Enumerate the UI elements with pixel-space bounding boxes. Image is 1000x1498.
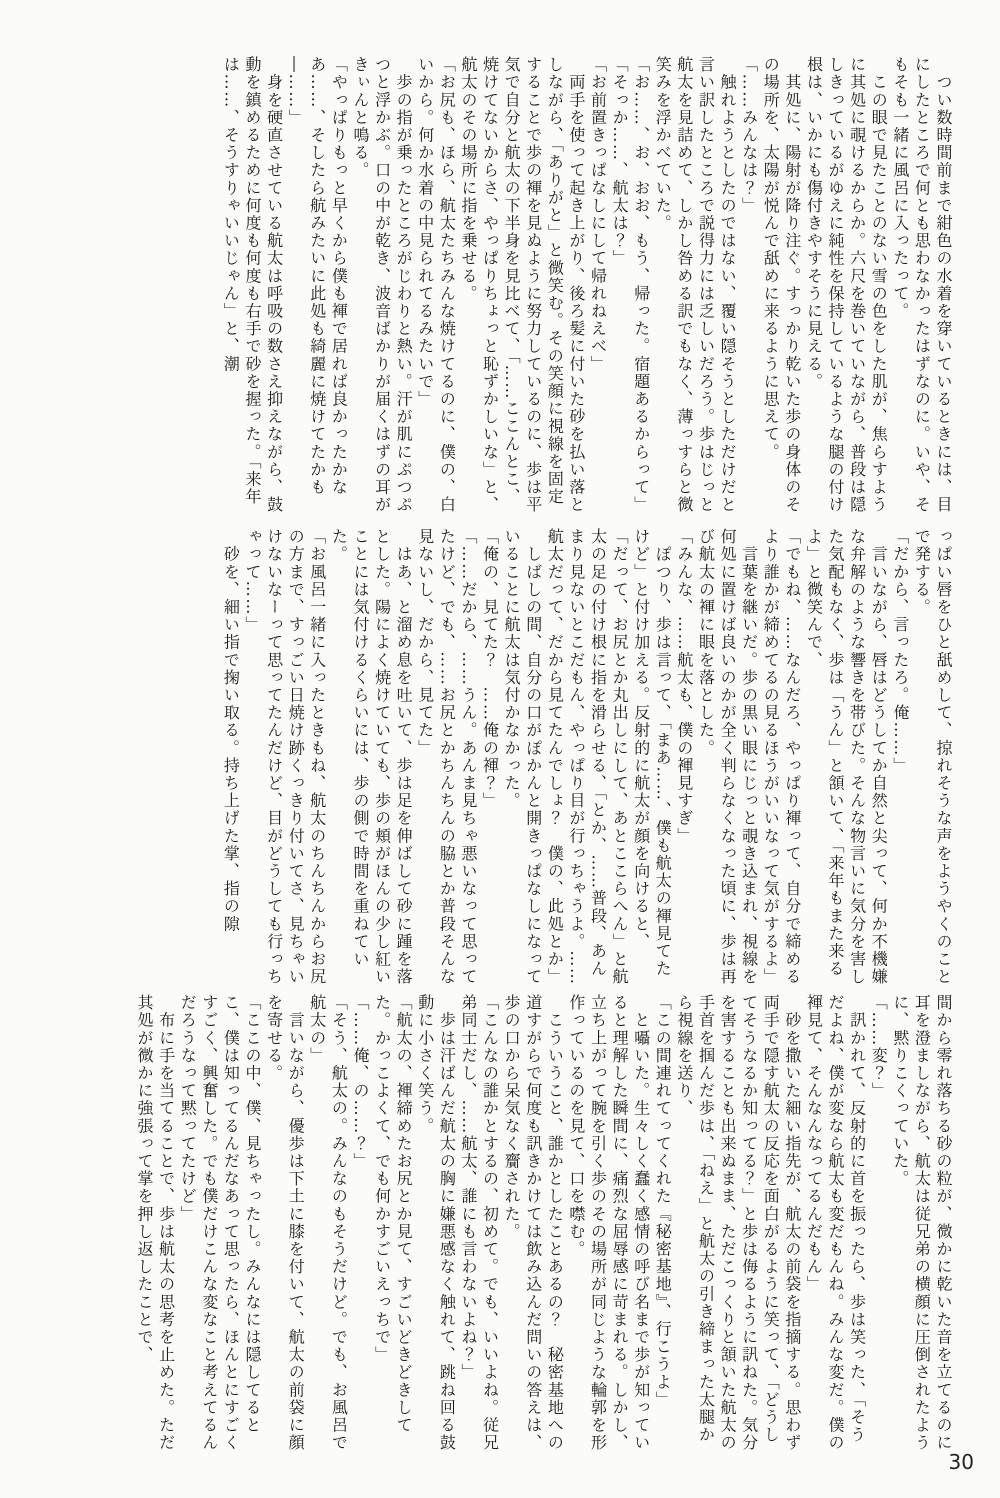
paragraph: しばしの間、自分の口がぽかんと開きっぱなしになっていることに航太は気付かなかった。 xyxy=(502,528,543,986)
paragraph: 「お前置きっぱなしにして帰れねえべ」 xyxy=(588,56,608,373)
paragraph: つい数時間前まで紺色の水着を穿いているときには、目にしたところで何とも思わなかったはずなのに。いや、そもそも一緒に風呂に入ったって。 xyxy=(890,56,953,514)
paragraph: こういうこと、誰かとしたことあるの？ 秘密基地への道すがらで何度も訊きかけては飲み込んだ問いの答えは、歩の口から呆気なく齎された。 xyxy=(502,994,565,1452)
paragraph: 「でもね、……なんだろ、やっぱり褌って、自分で締めるより誰かが締めてるの見るほうがいいなって気がするよ」 xyxy=(761,528,802,986)
paragraph: っぱい唇をひと舐めして、掠れそうな声をようやくのことで発する。 xyxy=(912,528,953,986)
paragraph: と囁いた。生々しく蠢く感情の呼び名まで歩が知っていると理解した瞬間に、痛烈な屈辱感に苛まれる。しかし、立ち上がって腕を引く歩のその場所が同じような輪郭を形作っているのを見て、口を噤む。 xyxy=(566,994,651,1452)
paragraph: 「だって、お尻とか丸出しにして、あとここらへん」と航太の足の付け根に指を滑らせる、「とか、……普段、あんまり見ないとこだもん、やっぱり目が行っちゃうよ。……航太だって、だから見てたんでしょ？ 僕の、此処とか」 xyxy=(545,528,630,986)
paragraph: 「ここの中、僕、見ちゃったし。みんなには隠してるとこ、僕は知ってるんだなあって思ったら、ほんとにすごくすごく、興奮した。でも僕だけこんな変なこと考えてるんだろうなって黙ってたけど」 xyxy=(178,994,262,1452)
paragraph: 歩は汗ばんだ航太の胸に嫌悪感なく触れて、跳ね回る鼓動に小さく笑う。 xyxy=(415,994,457,1452)
paragraph: はあ、と溜め息を吐いて、歩は足を伸ばして砂に踵を落とした。陽によく焼けていても、歩の頬がほんの少し紅いことには気付けるくらいには、歩の側で時間を重ねていた。 xyxy=(329,528,414,986)
paragraph: 砂を撒いた細い指先が、航太の前袋を指摘する。思わず両手で隠す航太の反応を面白がるように笑って、「どうしてそうなるか知ってる？」と歩は侮るように訊ねた。気分を害することも出来ぬまま、ただこっくりと頷いた航太の手首を掴んだ歩は、「ねえ」と航太の引き締まった太腿から視線を送り、 xyxy=(674,994,802,1452)
paragraph: 言いながら、唇はどうしてか自然と尖って、何か不機嫌な弁解のような響きを帯びた。そんな物言いに気分を害した気配もなく、歩は「うん」と頷いて、「来年もまた来るよ」と微笑んで、 xyxy=(804,528,889,986)
paragraph: 其処に、陽射が降り注ぐ。すっかり乾いた歩の身体のその場所を、太陽が悦んで舐めに来るように思えて。 xyxy=(761,56,802,514)
paragraph: 身を硬直させている航太は呼吸の数さえ抑えながら、鼓動を鎮めるために何度も何度も右手で砂を握った。「来年は……、そうすりゃいいじゃん」と、潮 xyxy=(221,56,284,514)
text-band-bottom xyxy=(24,994,954,1454)
page-number: 30 xyxy=(948,1450,974,1474)
paragraph: 「お……、お、おお、もう、帰った。宿題あるからって」 xyxy=(631,56,651,514)
paragraph: 「そっか……、航太は？」 xyxy=(610,56,630,268)
paragraph: 「お風呂一緒に入ったときもね、航太のちんちんからお尻の方まで、すっごい日焼け跡くっきり付いてさ、見ちゃいけないなーって思ってたんだけど、目がどうしても行っちゃって……」 xyxy=(243,528,327,986)
paragraph: 「だから、言ったろ。俺……」 xyxy=(890,528,910,775)
paragraph: 「俺の、見てた？ ……俺の褌？」 xyxy=(480,528,500,810)
paragraph: 言いながら、優歩は下土に膝を付いて、航太の前袋に顔を寄せる。 xyxy=(264,994,306,1452)
paragraph: ぽつり、歩は言って、「まあ……、僕も航太の褌見てたけど」と付け加える。反射的に航太が顔を向けると、 xyxy=(631,528,673,978)
paragraph: 訊かれて、反射的に首を振ったら、歩は笑った、「そうだよね、僕が変なら航太も変だもんね。みんな変だ。僕の褌見て、そんなんなってるんだもん」 xyxy=(804,994,867,1452)
paragraph: 「……だから、……うん。あんま見ちゃ悪いなって思ってたけど、でも、……お尻とかちんちんの脇とか普段そんな見ないし、だから、見てた」 xyxy=(415,528,478,986)
paragraph: 触れようとしたのではない、覆い隠そうとしただけだと言い訳したところで説得力には乏しいだろう。歩はじっと航太を見詰めて、しかし咎める訳でもなく、薄っすらと微笑みを浮かべていた。 xyxy=(653,56,738,514)
paragraph: この眼で見たことのない雪の色をした肌が、焦らすように其処に覗けるからか。六尺を巻いていながら、普段は隠しきっているがゆえに純性を保持しているような腿の付け根は、いかにも傷付きやすそうに見える。 xyxy=(804,56,889,514)
paragraph: 「こんなの誰かとするの、初めて。でも、いいよね。従兄弟同士だし、……航太、誰にも言わないよね？」 xyxy=(458,994,500,1452)
paragraph: 「……みんなは？」 xyxy=(739,56,759,215)
paragraph: 間から零れ落ちる砂の粒が、微かに乾いた音を立てるのに耳を澄ましながら、航太は従兄弟の横顔に圧倒されたように、黙りこくっていた。 xyxy=(890,994,953,1452)
paragraph: 言葉を継いだ。歩の黒い眼にじっと覗き込まれ、視線を何処に置けば良いのかが全く判らなくなった頃に、歩は再び航太の褌に眼を落とした。 xyxy=(696,528,759,986)
paragraph: 布に手を当てることで、歩は航太の思考を止めた。ただ其処が微かに強張って掌を押し返したことで、 xyxy=(135,994,176,1452)
paragraph: 「そう、航太の。みんなのもそうだけど。でも、お風呂で航太の」 xyxy=(307,994,349,1452)
paragraph: 砂を、細い指で掬い取る。持ち上げた掌、指の隙 xyxy=(221,528,241,933)
paragraph: 「やっぱりもっと早くから僕も褌で居れば良かったかなあ……、そしたら航みたいに此処も綺麗に焼けてたかも―……」 xyxy=(286,56,349,496)
text-band-middle xyxy=(24,528,954,988)
paragraph: 「……変？」 xyxy=(869,994,889,1100)
paragraph: 「この間連れてってくれた『秘密基地』、行こうよ」 xyxy=(653,994,673,1409)
paragraph: 「みんな、……航太も、僕の褌見すぎ」 xyxy=(674,528,694,845)
paragraph: 「お尻も、ほら、航太たちみんな焼けてるのに、僕の、白いから。何か水着の中見られてるみたいで」 xyxy=(415,56,457,514)
paragraph: 「航太の、褌締めたお尻とか見て、すごいどきどきしてた。かっこよくて、でも何かすごいえっちで」 xyxy=(372,994,414,1434)
text-band-top xyxy=(24,56,954,516)
paragraph: 「……俺、の……？」 xyxy=(350,994,370,1170)
paragraph: 歩の指が乗ったところがじわりと熱い。汗が肌にぷつぷつと浮かぶ。口の中が乾き、波音ばかりが届くはずの耳がきぃんと鳴る。 xyxy=(350,56,414,514)
paragraph: 両手を使って起き上がり、後ろ髪に付いた砂を払い落としながら、「ありがと」と微笑む。その笑顔に視線を固定することで歩の褌を見ぬように努力しているのに、歩は平気で自分と航太の下半身を見比べて、「……ここんとこ、焼けてないからさ、やっぱりちょっと恥ずかしいな」と、航太のその場所に指を乗せる。 xyxy=(458,56,586,514)
